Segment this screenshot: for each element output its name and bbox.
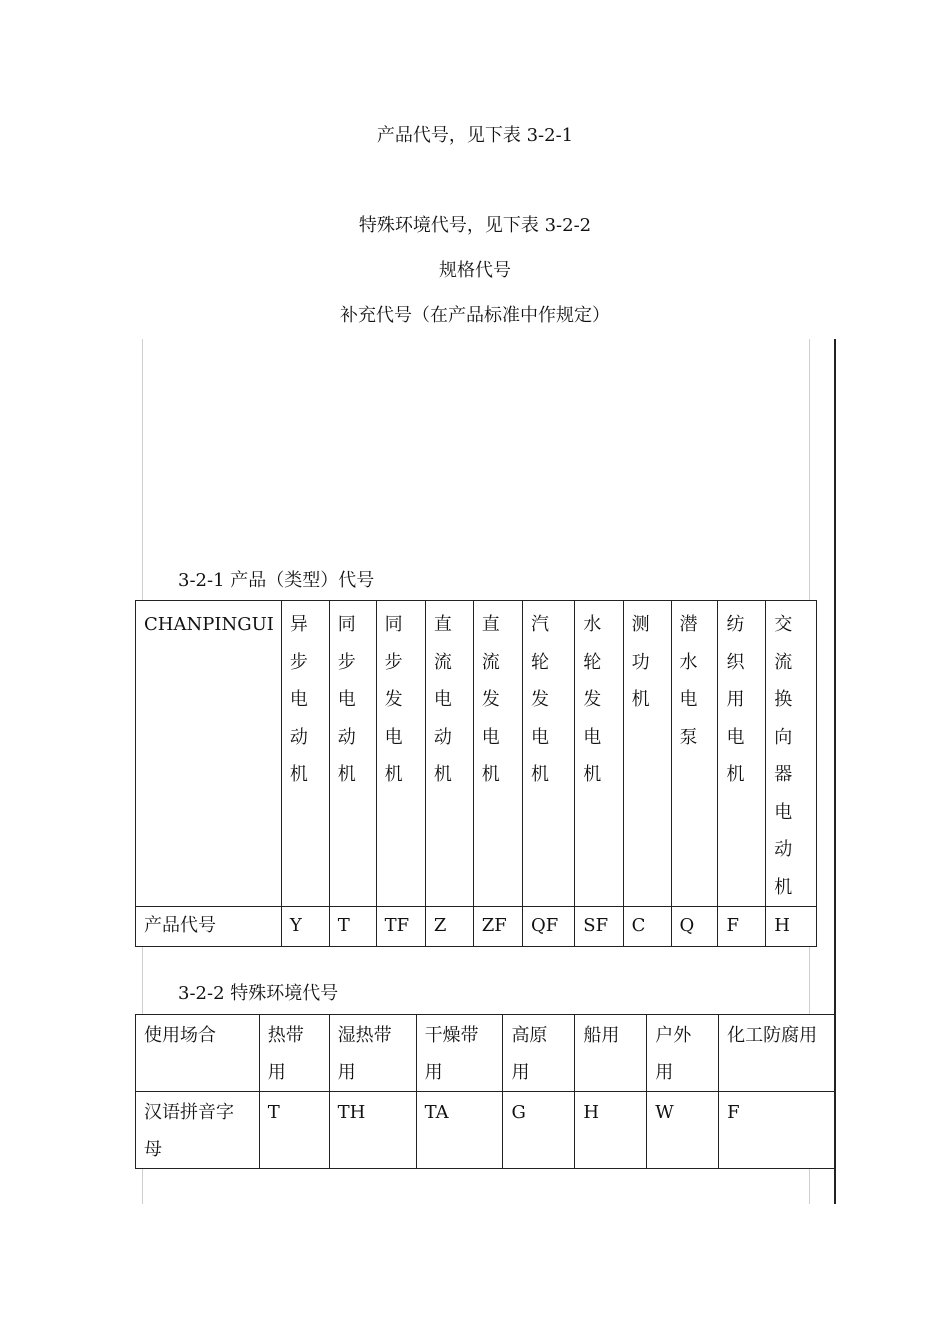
column-name-char: 异 — [289, 614, 308, 635]
frame-line-left-upper — [142, 339, 143, 601]
column-name-char: 步 — [384, 651, 403, 673]
table2-col-name: 化工防腐用 — [719, 1015, 835, 1092]
line-environment-code: 特殊环境代号，见下表 3-2-2 — [358, 215, 592, 236]
column-name-char: 电 — [531, 726, 550, 748]
product-code-table — [135, 600, 817, 947]
column-name-char: 流 — [433, 651, 452, 673]
table1-code: ZF — [473, 907, 522, 947]
column-name-char: 测 — [631, 614, 650, 635]
table2-code: H — [575, 1092, 647, 1169]
column-name-char: 步 — [337, 651, 356, 673]
column-name-char: 直 — [433, 614, 452, 635]
column-name-char: 电 — [726, 726, 745, 748]
column-name-char: 换 — [774, 689, 793, 710]
column-name-char: 轮 — [583, 651, 602, 673]
table-row — [136, 601, 817, 907]
table1-col-name — [575, 601, 623, 907]
column-name-char: 机 — [726, 764, 745, 785]
table2-row-label: 汉语拼音字 母 — [136, 1092, 260, 1169]
column-name-char: 机 — [337, 764, 356, 785]
column-name-char: 水 — [679, 651, 698, 673]
column-name-char: 发 — [531, 689, 550, 710]
table2-caption: 3-2-2 特殊环境代号 — [178, 983, 339, 1004]
table1-code: Q — [671, 907, 718, 947]
column-name-char: 潜 — [679, 614, 698, 635]
table2-col-name: 湿热带 用 — [329, 1015, 416, 1092]
column-name-char: 发 — [481, 689, 500, 710]
table1-col-name — [281, 601, 329, 907]
column-name-char: 泵 — [679, 726, 698, 748]
table2-code: TH — [329, 1092, 416, 1169]
column-name-char: 同 — [384, 614, 403, 635]
table2-code: F — [719, 1092, 835, 1169]
table2-header-label: 使用场合 — [136, 1015, 260, 1092]
column-name-char: 机 — [774, 876, 793, 898]
column-name-char: 轮 — [531, 651, 550, 673]
column-name-char: 交 — [774, 614, 793, 635]
table1-code: Y — [281, 907, 329, 947]
column-name-char: 汽 — [531, 614, 550, 635]
table1-col-name — [329, 601, 376, 907]
column-name-char: 纺 — [726, 614, 745, 635]
column-name-char: 同 — [337, 614, 356, 635]
column-name-char: 机 — [289, 764, 308, 785]
table-row — [136, 907, 817, 947]
column-name-char: 向 — [774, 726, 793, 748]
column-name-char: 机 — [384, 764, 403, 785]
table1-col-name — [376, 601, 425, 907]
column-name-char: 机 — [433, 764, 452, 785]
column-name-char: 用 — [726, 689, 745, 710]
column-name-char: 动 — [774, 839, 793, 860]
column-name-char: 步 — [289, 651, 308, 673]
table2-code: W — [647, 1092, 719, 1169]
table2-code: G — [503, 1092, 575, 1169]
frame-line-left-middle — [142, 939, 143, 1015]
table1-col-name — [718, 601, 766, 907]
table1-row-label: 产品代号 — [136, 907, 282, 947]
column-name-char: 流 — [481, 651, 500, 673]
frame-line-right-middle — [809, 939, 810, 1015]
frame-line-right-upper — [809, 339, 810, 601]
table2-col-name: 干燥带 用 — [416, 1015, 503, 1092]
line-spec-code: 规格代号 — [439, 260, 511, 281]
frame-line-right-lower — [809, 1166, 810, 1204]
column-name-char: 水 — [583, 614, 602, 635]
table2-col-name: 热带 用 — [259, 1015, 329, 1092]
column-name-char: 电 — [583, 726, 602, 748]
table2-code: T — [259, 1092, 329, 1169]
line-supplement-code: 补充代号（在产品标准中作规定） — [340, 305, 610, 326]
table1-code: T — [329, 907, 376, 947]
table2-col-name: 户外 用 — [647, 1015, 719, 1092]
column-name-char: 发 — [384, 689, 403, 710]
column-name-char: 电 — [679, 689, 698, 710]
table2-code: TA — [416, 1092, 503, 1169]
column-name-char: 织 — [726, 651, 745, 673]
column-name-char: 电 — [337, 689, 356, 710]
column-name-char: 电 — [384, 726, 403, 748]
table1-code: H — [766, 907, 817, 947]
environment-code-table — [135, 1014, 835, 1169]
column-name-char: 发 — [583, 689, 602, 710]
column-name-char: 电 — [289, 689, 308, 710]
column-name-char: 动 — [433, 726, 452, 748]
table1-header-label: CHANPINGUI — [136, 601, 282, 907]
table1-col-name — [473, 601, 522, 907]
table1-col-name — [623, 601, 671, 907]
column-name-char: 动 — [337, 726, 356, 748]
table1-caption: 3-2-1 产品（类型）代号 — [178, 570, 375, 591]
table1-col-name — [766, 601, 817, 907]
table1-code: C — [623, 907, 671, 947]
column-name-char: 流 — [774, 651, 793, 673]
table1-code: Z — [425, 907, 473, 947]
column-name-char: 电 — [774, 801, 793, 823]
table-row — [136, 1092, 835, 1169]
table1-code: SF — [575, 907, 623, 947]
column-name-char: 机 — [481, 764, 500, 785]
column-name-char: 机 — [631, 689, 650, 710]
column-name-char: 机 — [531, 764, 550, 785]
column-name-char: 动 — [289, 726, 308, 748]
table1-code: QF — [523, 907, 575, 947]
column-name-char: 机 — [583, 764, 602, 785]
table-row — [136, 1015, 835, 1092]
column-name-char: 器 — [774, 764, 793, 785]
table1-code: F — [718, 907, 766, 947]
line-product-code: 产品代号，见下表 3-2-1 — [376, 125, 574, 146]
column-name-char: 电 — [433, 689, 452, 710]
table2-col-name: 高原 用 — [503, 1015, 575, 1092]
frame-line-left-lower — [142, 1166, 143, 1204]
table1-col-name — [425, 601, 473, 907]
column-name-char: 直 — [481, 614, 500, 635]
table2-col-name: 船用 — [575, 1015, 647, 1092]
table1-col-name — [523, 601, 575, 907]
table1-code: TF — [376, 907, 425, 947]
column-name-char: 功 — [631, 651, 650, 673]
column-name-char: 电 — [481, 726, 500, 748]
table1-col-name — [671, 601, 718, 907]
